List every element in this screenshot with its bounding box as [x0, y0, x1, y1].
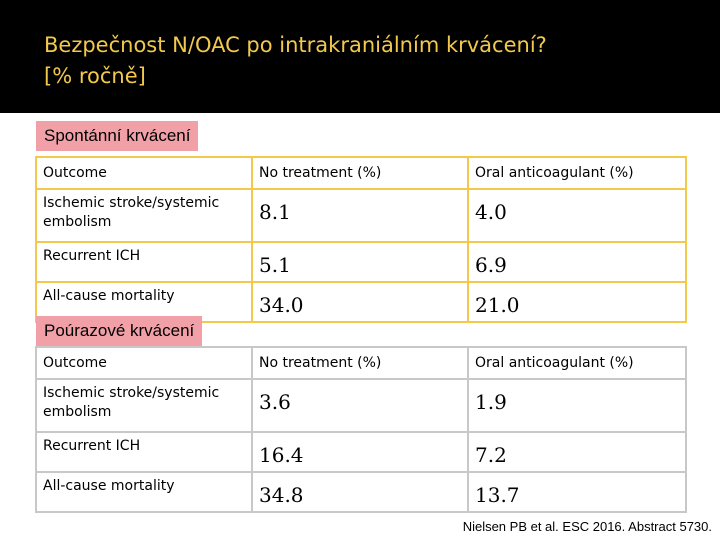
table-row [36, 432, 686, 472]
column-header-no-treatment: No treatment (%) [252, 347, 468, 379]
slide-title-line-1: Bezpečnost N/OAC po intrakraniálním krvácení? [44, 33, 547, 57]
column-header-no-treatment: No treatment (%) [252, 157, 468, 189]
column-header-oac: Oral anticoagulant (%) [468, 157, 686, 189]
no-treatment-value: 5.1 [252, 242, 468, 282]
no-treatment-value: 34.8 [252, 472, 468, 512]
no-treatment-value: 16.4 [252, 432, 468, 472]
table-header-row [36, 347, 686, 379]
oac-value: 6.9 [468, 242, 686, 282]
table-header-row [36, 157, 686, 189]
citation: Nielsen PB et al. ESC 2016. Abstract 5730. [462, 519, 712, 534]
oac-value: 1.9 [468, 379, 686, 432]
section-label-post-traumatic: Poúrazové krvácení [36, 316, 202, 346]
table-row [36, 189, 686, 242]
oac-value: 4.0 [468, 189, 686, 242]
outcome-cell: Recurrent ICH [36, 242, 252, 282]
oac-value: 13.7 [468, 472, 686, 512]
no-treatment-value: 8.1 [252, 189, 468, 242]
no-treatment-value: 34.0 [252, 282, 468, 322]
table-spontaneous [35, 156, 687, 323]
column-header-outcome: Outcome [36, 157, 252, 189]
table-row [36, 379, 686, 432]
oac-value: 21.0 [468, 282, 686, 322]
oac-value: 7.2 [468, 432, 686, 472]
outcome-cell: Ischemic stroke/systemic embolism [36, 189, 252, 242]
table-row [36, 472, 686, 512]
no-treatment-value: 3.6 [252, 379, 468, 432]
outcome-cell: All-cause mortality [36, 282, 252, 322]
outcome-cell: Ischemic stroke/systemic embolism [36, 379, 252, 432]
column-header-oac: Oral anticoagulant (%) [468, 347, 686, 379]
section-label-spontaneous: Spontánní krvácení [36, 121, 198, 151]
outcome-cell: Recurrent ICH [36, 432, 252, 472]
slide-title-line-2: [% ročně] [44, 64, 146, 88]
column-header-outcome: Outcome [36, 347, 252, 379]
outcome-cell: All-cause mortality [36, 472, 252, 512]
slide-title [44, 30, 694, 92]
table-row [36, 242, 686, 282]
table-post-traumatic [35, 346, 687, 513]
